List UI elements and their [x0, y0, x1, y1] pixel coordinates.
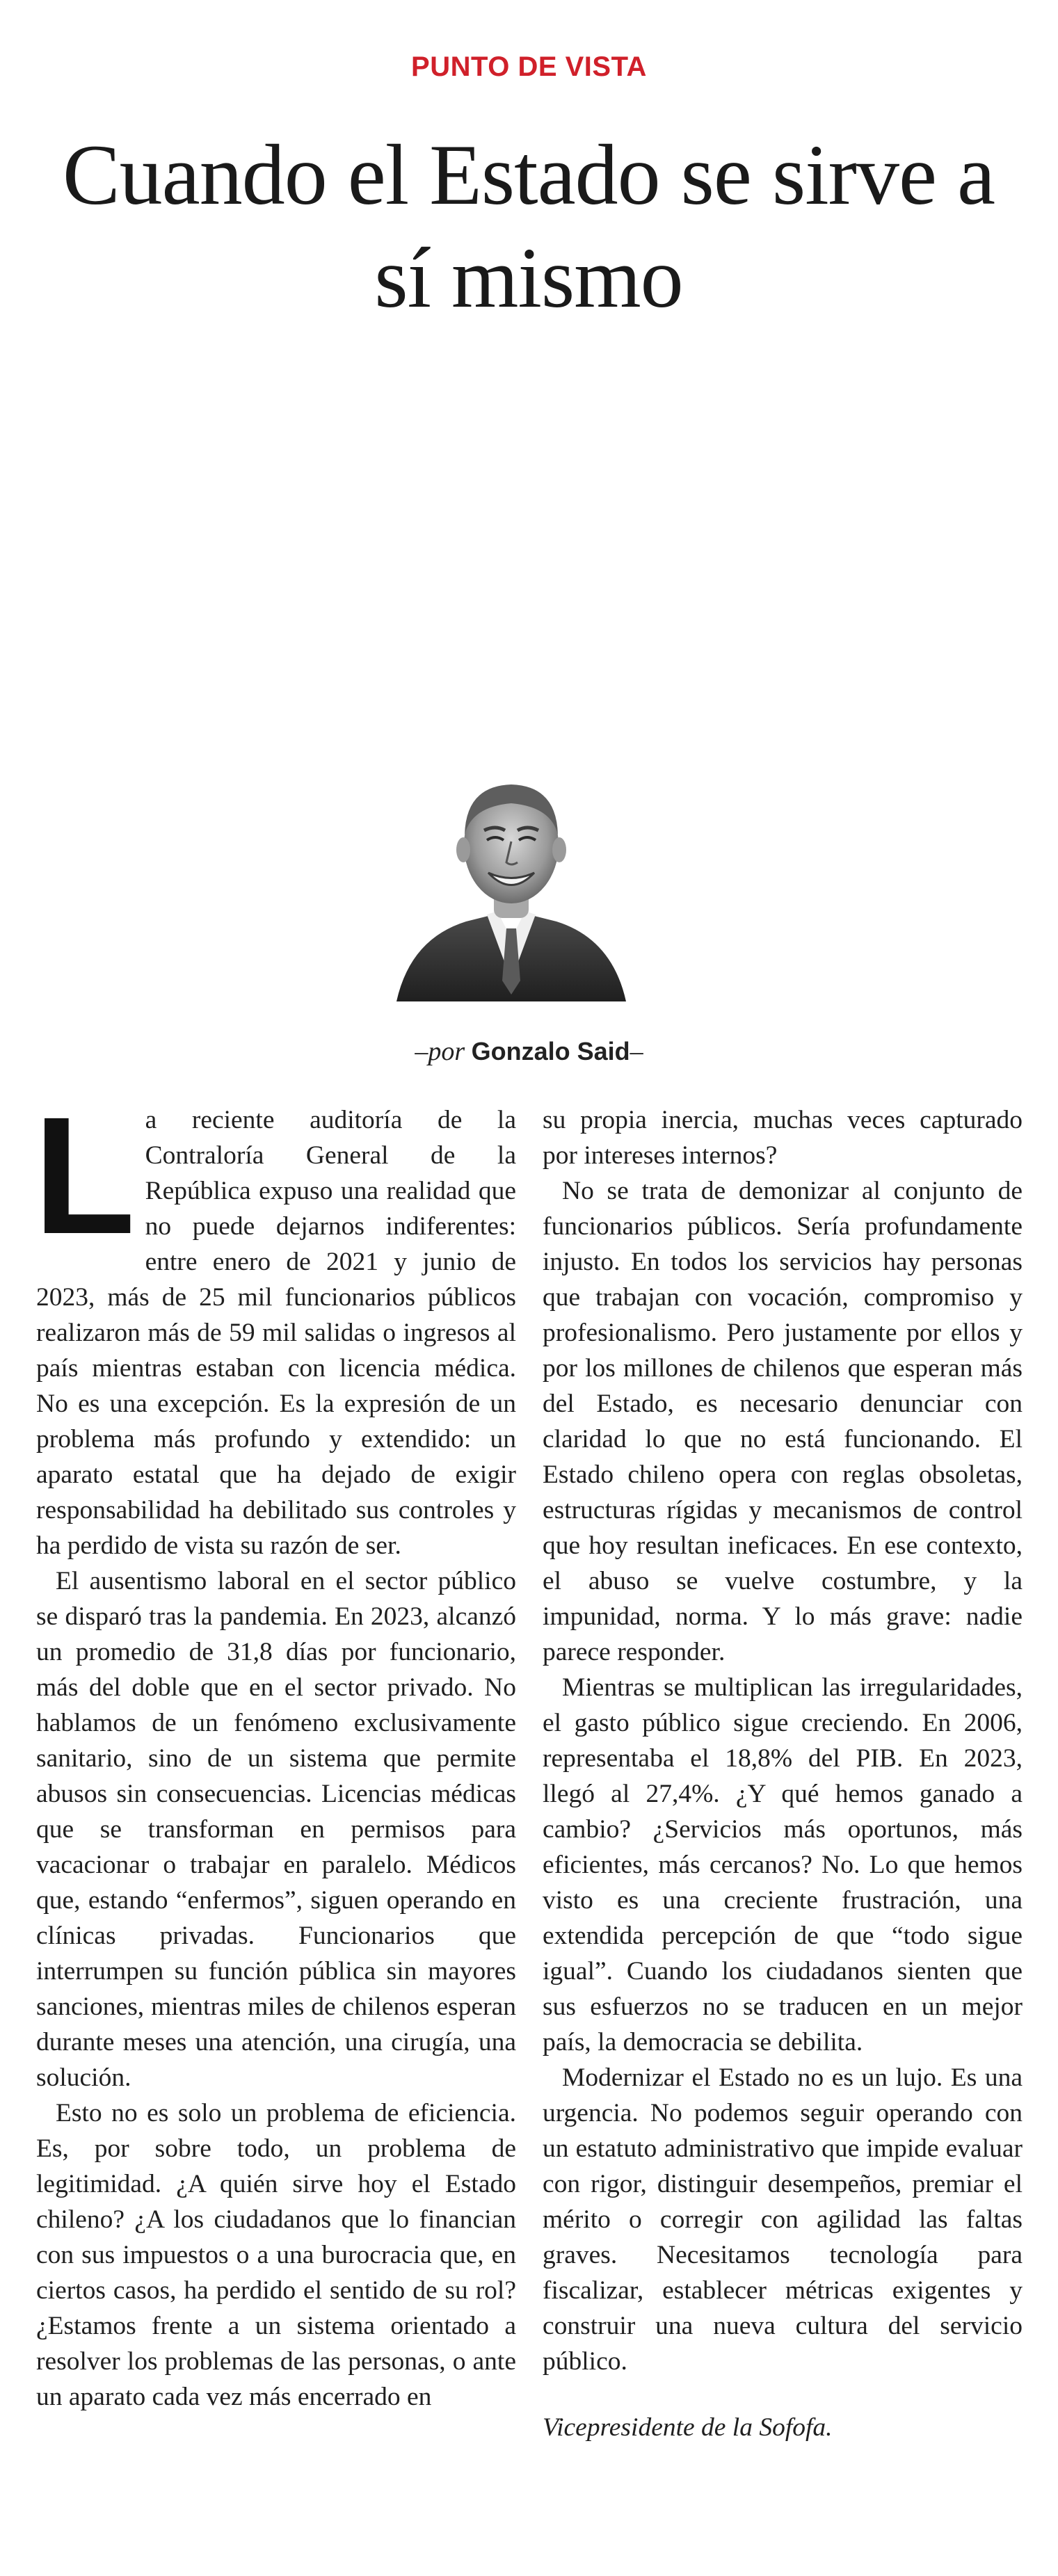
- headline: Cuando el Estado se sirve a sí mismo: [62, 127, 995, 325]
- article-column-left: [33, 1082, 516, 2415]
- author-signature: Vicepresidente de la Sofofa.: [543, 2413, 833, 2442]
- paragraph-3-continued: su propia inercia, muchas veces capturado por intereses internos?: [543, 1106, 1023, 1170]
- paragraph-1: [33, 1082, 516, 1563]
- paragraph-2: El ausentismo laboral en el sector público se disparó tras la pandemia. En 2023, alcanzó un promedio de 31,8 días por funcionario, más del doble que en el sector privado. No hablamos de un fenómeno exclusivamente sanitario, sino de un sistema que permite abusos sin consecuencias. Licencias médicas que se transforman en permisos para vacacionar o trabajar en paralelo. Médicos que, estando “enfermos”, siguen operando en clínicas privadas. Funcionarios que interrumpen su función pública sin mayores sanciones, mientras miles de chilenos esperan durante meses una atención, una cirugía, una solución.: [36, 1567, 516, 2092]
- byline-suffix: –: [630, 1037, 643, 1066]
- author-name: Gonzalo Said: [471, 1037, 630, 1065]
- author-portrait: [390, 772, 633, 1008]
- paragraph-3: Esto no es solo un problema de eficiencia. Es, por sobre todo, un problema de legitimidad. ¿A quién sirve hoy el Estado chileno? ¿A los ciudadanos que lo financian con sus impuestos o a una burocracia que, en ciertos casos, ha perdido el sentido de su rol? ¿Estamos frente a un sistema orientado a resolver los problemas de las personas, o ante un aparato cada vez más encerrado en: [36, 2099, 516, 2411]
- paragraph-6: Modernizar el Estado no es un lujo. Es una urgencia. No podemos seguir operando con un estatuto administrativo que impide evaluar con rigor, distinguir desempeños, premiar el mérito o corregir con agilidad las faltas graves. Necesitamos tecnología para fiscalizar, establecer métricas exigentes y construir una nueva cultura del servicio público.: [543, 2063, 1023, 2376]
- drop-cap: L: [33, 1082, 136, 1269]
- section-label: PUNTO DE VISTA: [411, 51, 647, 82]
- article-column-right: [543, 1102, 1023, 2445]
- byline-prefix: –por: [415, 1037, 465, 1066]
- byline: [0, 1036, 1058, 1067]
- paragraph-5: Mientras se multiplican las irregularidades, el gasto público sigue creciendo. En 2006, representaba el 18,8% del PIB. En 2023, llegó al 27,4%. ¿Y qué hemos ganado a cambio? ¿Servicios más oportunos, más eficientes, más cercanos? No. Lo que hemos visto es una creciente frustración, una extendida percepción de que “todo sigue igual”. Cuando los ciudadanos sienten que sus esfuerzos no se traducen en un mejor país, la democracia se debilita.: [543, 1673, 1023, 2056]
- paragraph-4: No se trata de demonizar al conjunto de funcionarios públicos. Sería profundamente injusto. En todos los servicios hay personas que trabajan con vocación, compromiso y profesionalismo. Pero justamente por ellos y por los millones de chilenos que esperan más del Estado, es necesario denunciar con claridad lo que no está funcionando. El Estado chileno opera con reglas obsoletas, estructuras rígidas y mecanismos de control que hoy resultan ineficaces. En ese contexto, el abuso se vuelve costumbre, y la impunidad, norma. Y lo más grave: nadie parece responder.: [543, 1177, 1023, 1666]
- paragraph-1-text: a reciente auditoría de la Contraloría General de la República expuso una realidad que no puede dejarnos indiferentes: entre enero de 2021 y junio de 2023, más de 25 mil funcionarios públicos realizaron más de 59 mil salidas o ingresos al país mientras estaban con licencia médica. No es una excepción. Es la expresión de un problema más profundo y extendido: un aparato estatal que ha dejado de exigir responsabilidad ha debilitado sus controles y ha perdido de vista su razón de ser.: [36, 1106, 516, 1560]
